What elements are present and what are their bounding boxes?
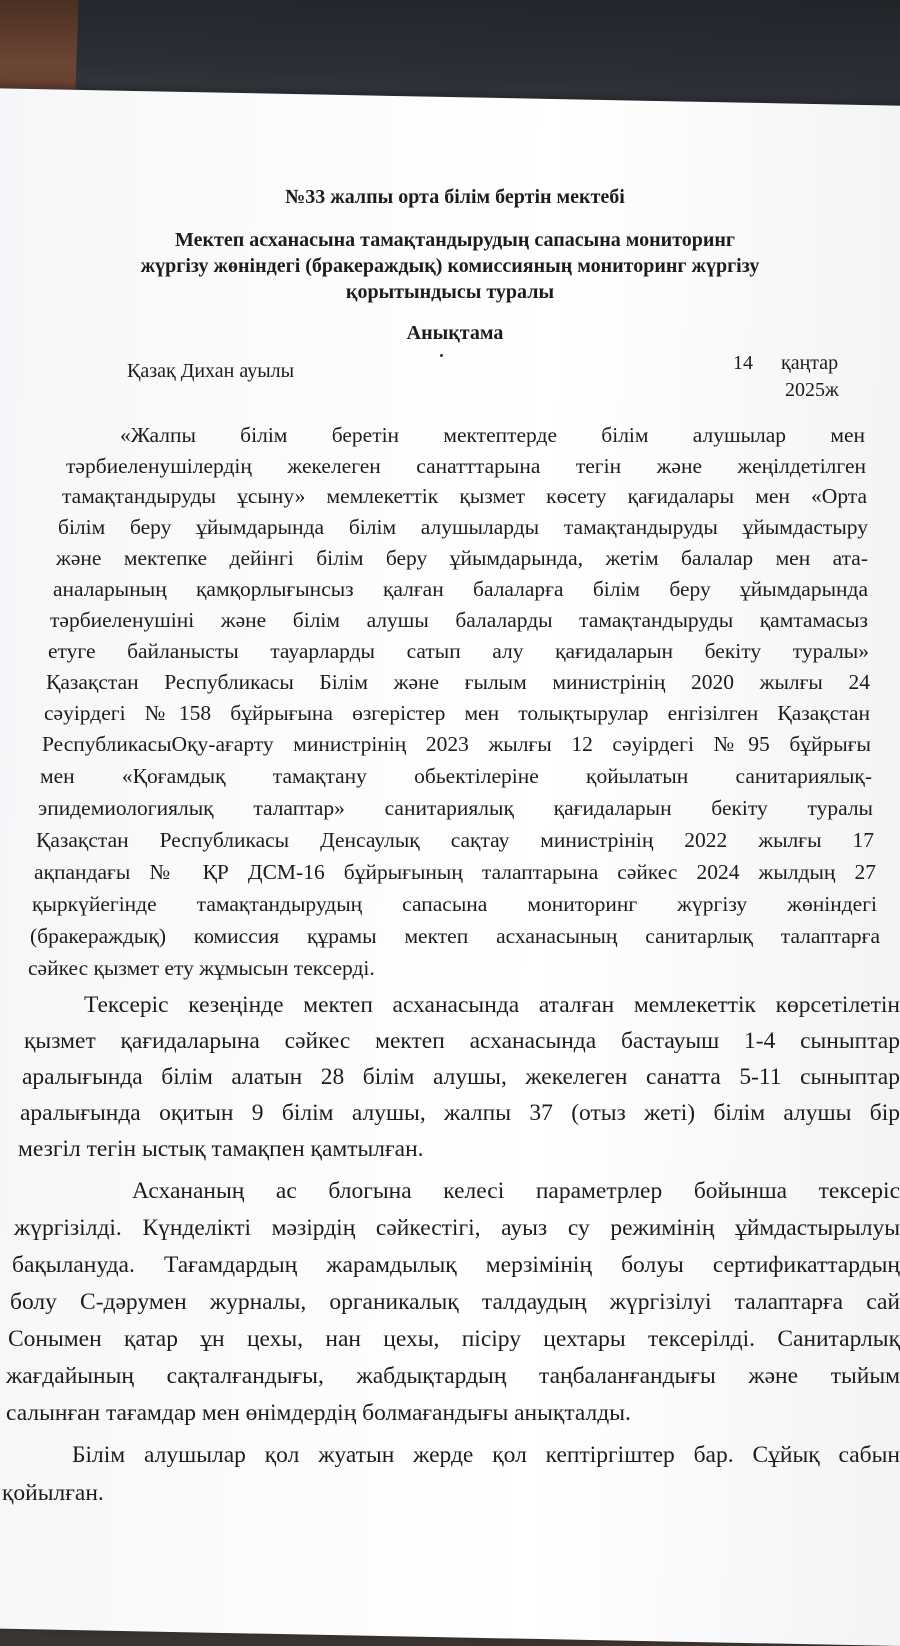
text-line: РеспубликасыОқу-ағарту министрінің 2023 жылғы 12 сәуірдегі №95 бұйрығы (42, 732, 871, 756)
text-line: аралығында білім алатын 28 білім алушы, жекелеген санатта 5-11 сыныптар (22, 1064, 900, 1090)
text-line: тамақтандыруды ұсыну» мемлекеттік қызмет көсету қағидалары мен «Орта (62, 484, 867, 508)
text-line: етуге байланысты тауарларды сатып алу қағидаларын бекіту туралы» (48, 639, 869, 663)
document-type: Анықтама (406, 322, 504, 344)
text-line: білім беру ұйымдарында білім алушыларды тамақтандыруды ұйымдастыру (58, 515, 868, 539)
school-title: №33 жалпы орта білім бертін мектебі (285, 186, 625, 208)
text-line: ақпандағы № ҚР ДСМ-16 бұйрығының талаптарына сәйкес 2024 жылдың 27 (34, 860, 876, 884)
date-month: қаңтар (781, 352, 839, 374)
text-line: тәрбиеленушіні және білім алушы балаларды тамақтандыруды қамтамасыз (50, 608, 868, 632)
ink-dot (440, 354, 443, 357)
subject-line: Мектеп асханасына тамақтандырудың сапасына мониторинг (175, 229, 735, 251)
text-line: жағдайының сақталғандығы, жабдықтардың таңбаланғандығы және тыйым (6, 1363, 900, 1389)
text-line: Қазақстан Республикасы Білім және ғылым министрінің 2020 жылғы 24 (46, 670, 870, 694)
text-line: сәйкес қызмет ету жұмысын тексерді. (28, 956, 375, 980)
text-line: Сонымен қатар ұн цехы, нан цехы, пісіру цехтары тексерілді. Санитарлық (8, 1326, 900, 1352)
text-line: тәрбиеленушілердің жекелеген санатттарына тегін және жеңілдетілген (66, 454, 866, 478)
text-line: (бракераждық) комиссия құрамы мектеп асханасының санитарлық талаптарға (30, 924, 880, 948)
text-line: болу С-дәрумен журналы, органикалық талдаудың жүргізілуі талаптарға сай (10, 1289, 900, 1315)
date-day: 14 (733, 352, 753, 374)
text-line: және мектепке дейінгі білім беру ұйымдарында, жетім балалар мен ата- (56, 546, 868, 570)
text-line: қойылған. (2, 1480, 104, 1506)
subject-line: қорытындысы туралы (345, 281, 555, 303)
place-name: Қазақ Дихан ауылы (127, 360, 295, 382)
date-year: 2025ж (785, 379, 839, 401)
text-line: Білім алушылар қол жуатын жерде қол кептіргіштер бар. Сұйық сабын (72, 1442, 900, 1468)
text-line: эпидемиологиялық талаптар» санитариялық қағидаларын бекіту туралы (38, 796, 873, 820)
text-line: қыркүйегінде тамақтандырудың сапасына мониторинг жүргізу жөніндегі (32, 892, 877, 916)
text-line: мезгіл тегін ыстық тамақпен қамтылған. (18, 1136, 424, 1162)
text-line: салынған тағамдар мен өнімдердің болмағандығы анықталды. (6, 1400, 631, 1426)
text-line: Қазақстан Республикасы Денсаулық сақтау министрінің 2022 жылғы 17 (36, 828, 874, 852)
text-line: сәуірдегі №158 бұйрығына өзгерістер мен толықтырулар енгізілген Қазақстан (44, 701, 870, 725)
text-line: аналарының қамқорлығынсыз қалған балаларға білім беру ұйымдарында (53, 577, 868, 601)
text-line: Тексеріс кезеңінде мектеп асханасында аталған мемлекеттік көрсетілетін (84, 992, 900, 1018)
text-line: «Жалпы білім беретін мектептерде білім алушылар мен (120, 423, 865, 447)
text-line: Асхананың ас блогына келесі параметрлер бойынша тексеріс (132, 1178, 900, 1204)
subject-line: жүргізу жөніндегі (бракераждық) комиссияның мониторинг жүргізу (140, 255, 760, 277)
text-line: бақылануда. Тағамдардың жарамдылық мерзімінің болуы сертификаттардың (12, 1252, 900, 1278)
text-line: аралығында оқитын 9 білім алушы, жалпы 37 (отыз жеті) білім алушы бір (20, 1100, 900, 1126)
text-line: жүргізілді. Күнделікті мәзірдің сәйкестігі, ауыз су режимінің ұймдастырылуы (14, 1215, 900, 1241)
text-line: қызмет қағидаларына сәйкес мектеп асханасында бастауыш 1-4 сыныптар (24, 1028, 900, 1054)
text-line: мен «Қоғамдық тамақтану обьектілеріне қойылатын санитариялық- (40, 764, 872, 788)
